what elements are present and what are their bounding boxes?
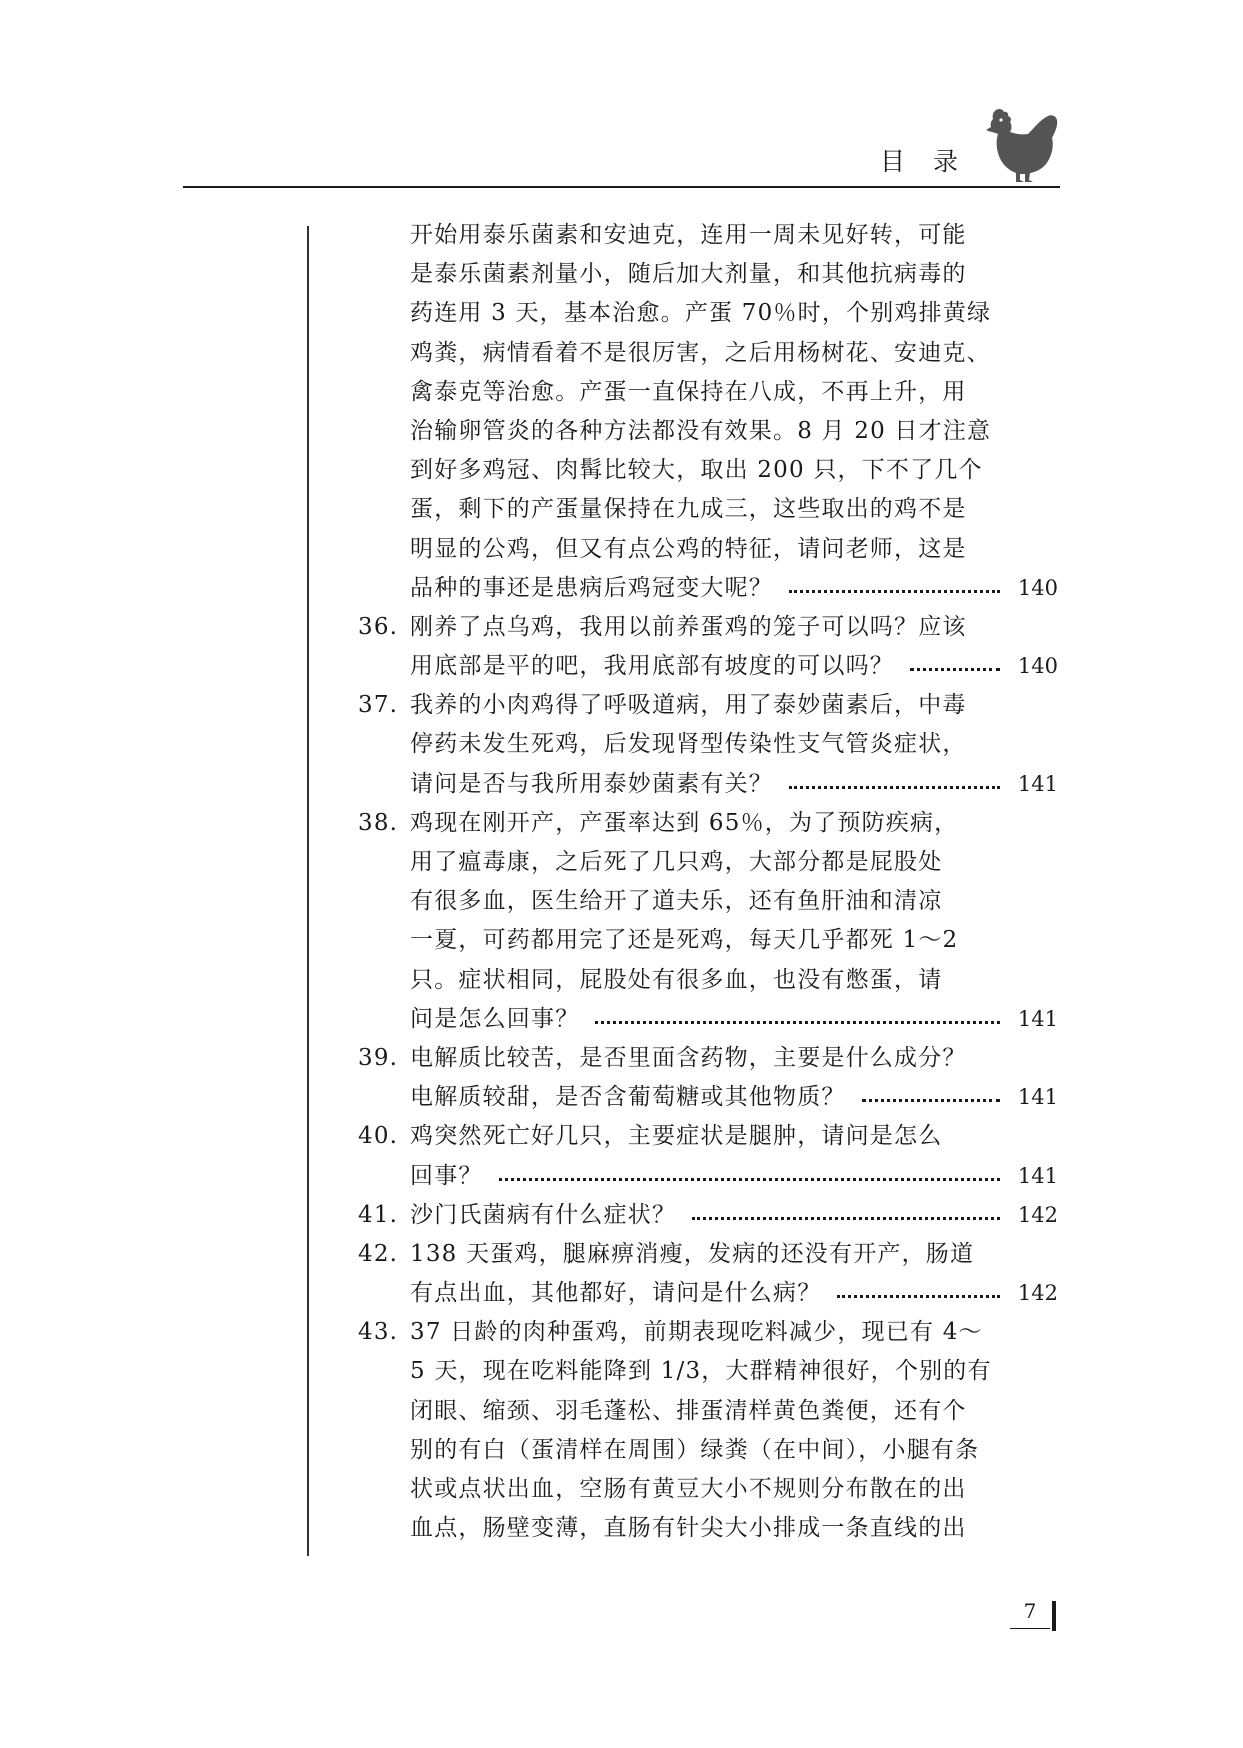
hen-silhouette-icon	[982, 108, 1060, 184]
dot-leader	[595, 1021, 1000, 1024]
toc-entry-text: 蛋，剩下的产蛋量保持在九成三，这些取出的鸡不是	[410, 496, 967, 523]
toc-line	[358, 451, 1058, 490]
toc-entry-number: 40.	[358, 1123, 399, 1150]
toc-entry-text: 刚养了点乌鸡，我用以前养蛋鸡的笼子可以吗？应该	[410, 613, 967, 640]
toc-entry-number: 39.	[358, 1044, 399, 1071]
toc-line	[358, 1157, 1058, 1196]
toc-entry	[358, 686, 1058, 804]
toc-page-number: 141	[1017, 771, 1058, 796]
toc-entry	[358, 1039, 1058, 1117]
toc-line	[358, 1313, 1058, 1352]
toc-line	[358, 334, 1058, 373]
toc-line	[358, 294, 1058, 333]
toc-entry-text: 请问是否与我所用泰妙菌素有关？	[410, 770, 773, 797]
toc-entry	[358, 1117, 1058, 1195]
dot-leader	[910, 668, 1000, 671]
toc-line	[358, 490, 1058, 529]
toc-line	[358, 412, 1058, 451]
toc-line	[358, 725, 1058, 764]
page-folio	[1010, 1598, 1050, 1632]
toc-line	[358, 1392, 1058, 1431]
toc-entry-number: 43.	[358, 1319, 399, 1346]
toc-line	[358, 1431, 1058, 1470]
toc-entry-number: 41.	[358, 1201, 399, 1228]
toc-line	[358, 765, 1058, 804]
dot-leader	[789, 590, 1000, 593]
margin-rule	[307, 226, 309, 1556]
toc-entry-text: 鸡现在刚开产，产蛋率达到 65％，为了预防疾病，	[410, 809, 959, 836]
dot-leader	[789, 786, 1000, 789]
toc-line	[358, 1235, 1058, 1274]
toc-line	[358, 1509, 1058, 1548]
toc-entry-text: 停药未发生死鸡，后发现肾型传染性支气管炎症状，	[410, 731, 967, 758]
toc-line	[358, 255, 1058, 294]
toc-entry-text: 138 天蛋鸡，腿麻痹消瘦，发病的还没有开产，肠道	[410, 1240, 975, 1267]
toc-entry-text: 明显的公鸡，但又有点公鸡的特征，请问老师，这是	[410, 535, 967, 562]
toc-line	[358, 804, 1058, 843]
toc-page-number: 141	[1017, 1085, 1058, 1110]
toc-entry-number: 36.	[358, 613, 399, 640]
toc-line	[358, 1470, 1058, 1509]
toc-entry-number: 42.	[358, 1240, 399, 1267]
toc-line	[358, 373, 1058, 412]
toc-line	[358, 1196, 1058, 1235]
toc-entry-text: 鸡粪，病情看着不是很厉害，之后用杨树花、安迪克、	[410, 339, 991, 366]
toc-line	[358, 1078, 1058, 1117]
toc-entry-number: 37.	[358, 692, 399, 719]
toc-entry-text: 治输卵管炎的各种方法都没有效果。8 月 20 日才注意	[410, 417, 992, 444]
toc-line	[358, 647, 1058, 686]
toc-line	[358, 921, 1058, 960]
dot-leader	[837, 1295, 1000, 1298]
toc-entry-text: 一夏，可药都用完了还是死鸡，每天几乎都死 1～2	[410, 927, 959, 954]
toc-entry	[358, 1196, 1058, 1235]
toc-page-number: 140	[1017, 575, 1058, 600]
dot-leader	[499, 1178, 1000, 1181]
toc-entry-text: 血点，肠壁变薄，直肠有针尖大小排成一条直线的出	[410, 1515, 967, 1542]
dot-leader	[862, 1099, 1000, 1102]
table-of-contents	[358, 216, 1058, 1548]
toc-entry	[358, 608, 1058, 686]
toc-entry-text: 回事？	[410, 1162, 483, 1189]
toc-entry-text: 我养的小肉鸡得了呼吸道病，用了泰妙菌素后，中毒	[410, 692, 967, 719]
toc-entry-text: 药连用 3 天，基本治愈。产蛋 70％时，个别鸡排黄绿	[410, 300, 992, 327]
toc-entry-text: 37 日龄的肉种蛋鸡，前期表现吃料减少，现已有 4～	[410, 1319, 983, 1346]
folio-rule	[1010, 1628, 1050, 1629]
page-header-title: 目录	[880, 147, 987, 176]
toc-line	[358, 216, 1058, 255]
toc-entry-text: 电解质比较苦，是否里面含药物，主要是什么成分？	[410, 1044, 967, 1071]
toc-entry-text: 到好多鸡冠、肉髯比较大，取出 200 只，下不了几个	[410, 457, 983, 484]
toc-line	[358, 1352, 1058, 1391]
toc-entry	[358, 804, 1058, 1039]
toc-page-number: 142	[1017, 1281, 1058, 1306]
toc-line	[358, 1274, 1058, 1313]
toc-entry-text: 只。症状相同，屁股处有很多血，也没有憋蛋，请	[410, 966, 943, 993]
toc-entry	[358, 216, 1058, 608]
folio-bar	[1052, 1601, 1056, 1631]
toc-line	[358, 686, 1058, 725]
toc-entry-text: 开始用泰乐菌素和安迪克，连用一周未见好转，可能	[410, 222, 967, 248]
toc-entry-text: 别的有白（蛋清样在周围）绿粪（在中间），小腿有条	[410, 1436, 980, 1463]
toc-line	[358, 530, 1058, 569]
toc-entry-text: 鸡突然死亡好几只，主要症状是腿肿，请问是怎么	[410, 1123, 943, 1150]
toc-entry	[358, 1313, 1058, 1548]
toc-line	[358, 882, 1058, 921]
toc-line	[358, 961, 1058, 1000]
toc-entry-text: 用了瘟毒康，之后死了几只鸡，大部分都是屁股处	[410, 849, 943, 875]
toc-line	[358, 569, 1058, 608]
toc-entry-text: 有点出血，其他都好，请问是什么病？	[410, 1280, 822, 1307]
toc-entry-text: 品种的事还是患病后鸡冠变大呢？	[410, 574, 773, 601]
toc-entry-text: 用底部是平的吧，我用底部有坡度的可以吗？	[410, 653, 894, 680]
toc-line	[358, 1039, 1058, 1078]
toc-entry-text: 是泰乐菌素剂量小，随后加大剂量，和其他抗病毒的	[410, 261, 967, 288]
toc-entry	[358, 1235, 1058, 1313]
toc-page-number: 141	[1017, 1006, 1058, 1031]
toc-entry-text: 闭眼、缩颈、羽毛蓬松、排蛋清样黄色粪便，还有个	[410, 1397, 967, 1424]
toc-line	[358, 608, 1058, 647]
toc-page-number: 142	[1017, 1202, 1058, 1227]
toc-entry-text: 禽泰克等治愈。产蛋一直保持在八成，不再上升，用	[410, 378, 967, 405]
toc-page-number: 141	[1017, 1163, 1058, 1188]
toc-entry-text: 状或点状出血，空肠有黄豆大小不规则分布散在的出	[410, 1476, 967, 1502]
page-number: 7	[1023, 1599, 1037, 1623]
toc-entry-text: 5 天，现在吃料能降到 1/3，大群精神很好，个别的有	[410, 1358, 992, 1385]
toc-line	[358, 1117, 1058, 1156]
toc-entry-text: 电解质较甜，是否含葡萄糖或其他物质？	[410, 1084, 846, 1111]
toc-entry-text: 问是怎么回事？	[410, 1005, 580, 1032]
toc-entry-text: 沙门氏菌病有什么症状？	[410, 1201, 677, 1228]
toc-line	[358, 843, 1058, 882]
toc-page-number: 140	[1017, 654, 1058, 679]
dot-leader	[692, 1217, 1000, 1220]
toc-line	[358, 1000, 1058, 1039]
toc-entry-number: 38.	[358, 809, 399, 836]
toc-entry-text: 有很多血，医生给开了道夫乐，还有鱼肝油和清凉	[410, 888, 943, 915]
header-rule	[183, 186, 1060, 188]
